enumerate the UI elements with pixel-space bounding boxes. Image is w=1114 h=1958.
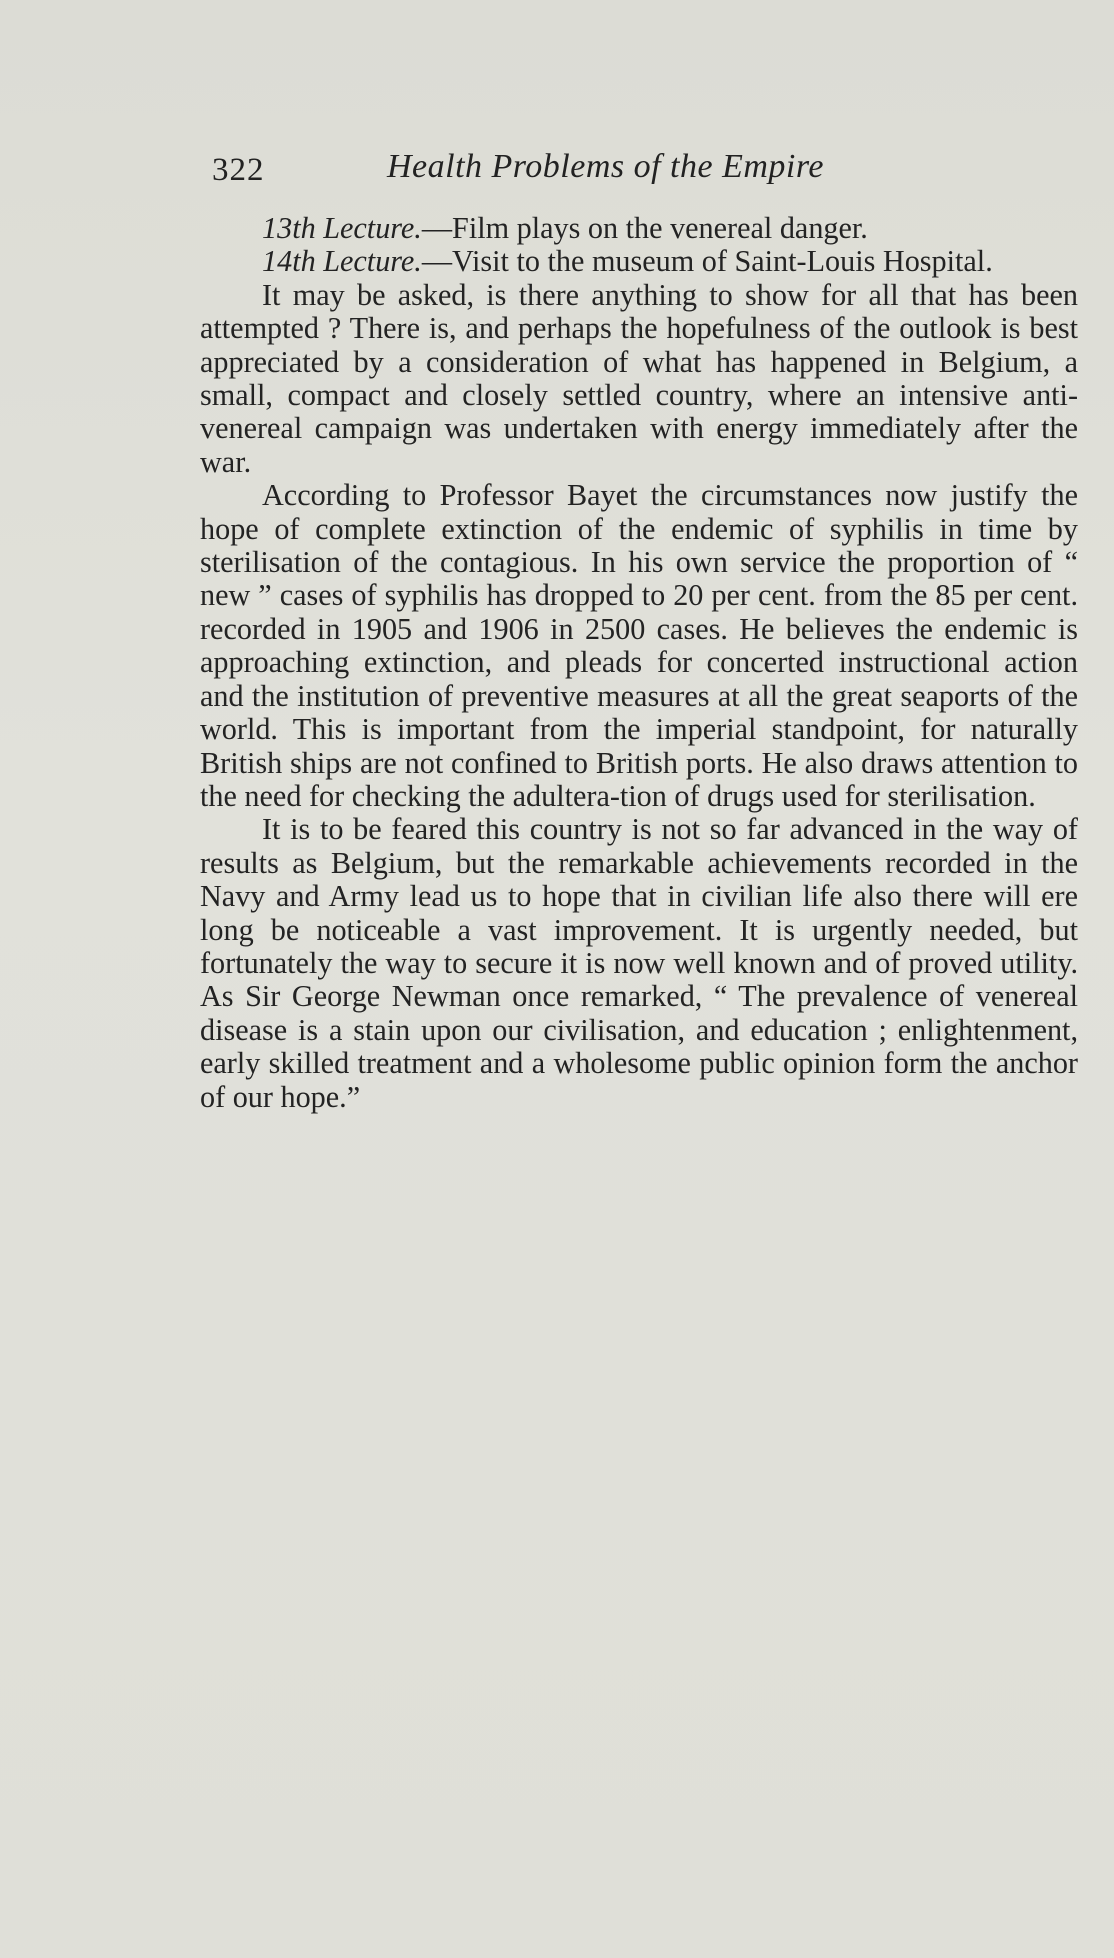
lecture-text: —Film plays on the venereal danger. [421,211,868,245]
page-header [212,148,932,198]
paragraph-conclusion: It is to be feared this country is not so far advanced in the way of results as Belgium, but the remarkable achievements recorded in the Navy and Army lead us to hope that in civilian life also there will ere long be noticeable a vast improvement. It is urgently needed, but fortunately the way to secure it is now well known and of proved utility. As Sir George Newman once remarked, “ The prevalence of venereal disease is a stain upon our civilisation, and education ; enlightenment, early skilled treatment and a wholesome public opinion form the anchor of our hope.” [200,812,1078,1114]
paragraph-belgium-outlook: It may be asked, is there anything to show for all that has been attempted ? There is, and perhaps the hopefulness of the outlook is best appreciated by a consideration of what has happened in Belgium, a small, compact and closely settled country, where an intensive anti-venereal campaign was undertaken with energy immediately after the war. [200,277,1078,479]
paragraph-professor-bayet: According to Professor Bayet the circumstances now justify the hope of complete extinction of the endemic of syphilis in time by sterilisation of the contagious. In his own service the proportion of “ new ” cases of syphilis has dropped to 20 per cent. from the 85 per cent. recorded in 1905 and 1906 in 2500 cases. He believes the endemic is approaching extinction, and pleads for concerted instructional action and the institution of preventive measures at all the great seaports of the world. This is important from the imperial standpoint, for naturally British ships are not confined to British ports. He also draws attention to the need for checking the adultera-tion of drugs used for sterilisation. [200,478,1078,813]
page-number: 322 [212,152,265,188]
lecture-line-14 [200,245,1078,278]
lecture-label: 13th Lecture. [262,211,422,245]
lecture-label: 14th Lecture. [262,244,422,279]
running-head: Health Problems of the Empire [387,148,824,185]
body-text [200,212,1078,1114]
lecture-text: —Visit to the museum of Saint-Louis Hospital. [421,244,993,279]
lecture-line-13 [200,212,1078,245]
